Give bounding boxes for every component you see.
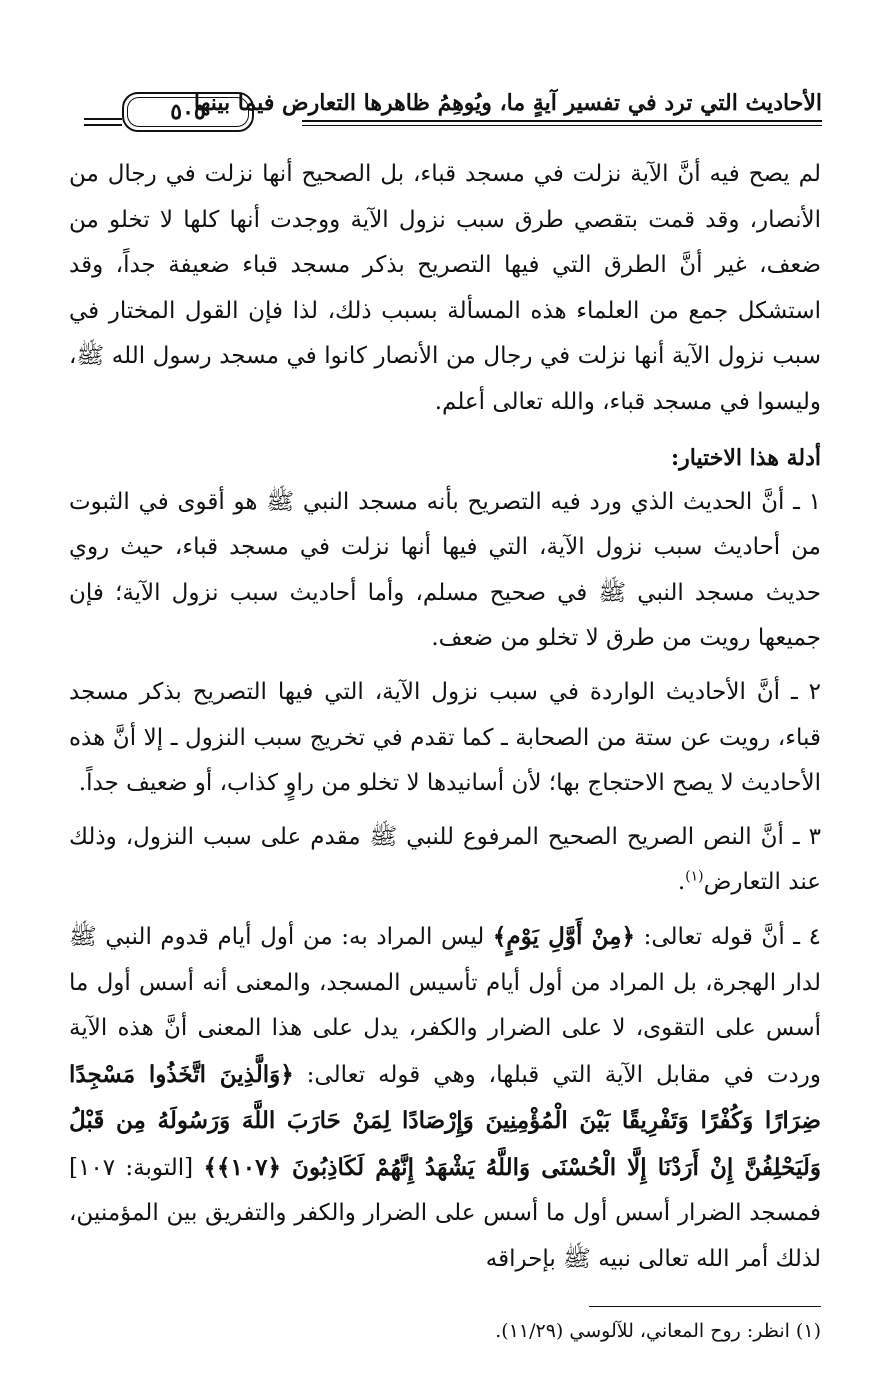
point-3-text: ٣ ـ أنَّ النص الصريح الصحيح المرفوع للنبي ﷺ مقدم على سبب النزول، وذلك عند التعارض — [69, 823, 821, 896]
header-rule — [302, 125, 822, 126]
quran-verse-inline: ﴿مِنْ أَوَّلِ يَوْمٍ﴾ — [492, 922, 635, 950]
page-body — [69, 152, 821, 1283]
point-4-middle: ليس المراد به: من أول أيام قدوم النبي ﷺ لدار الهجرة، بل المراد من أول أيام تأسيس المسجد، والمعنى أنه أسس أول ما أسس على التقوى، لا على الضرار والكفر، يدل على هذا المعنى أنَّ هذه الآية وردت في مقابل الآية التي قبلها، وهي قوله تعالى: — [69, 923, 821, 1088]
evidence-point-1: ١ ـ أنَّ الحديث الذي ورد فيه التصريح بأنه مسجد النبي ﷺ هو أقوى في الثبوت من أحاديث سبب نزول الآية، التي فيها أنها نزلت في مسجد قباء، حيث روي حديث مسجد النبي ﷺ في صحيح مسلم، وأما أحاديث سبب نزول الآية؛ فإن جميعها رويت من طرق لا تخلو من ضعف. — [69, 488, 821, 652]
footnote: (١) انظر: روح المعاني، للآلوسي (١١/٢٩). — [495, 1320, 821, 1342]
footnote-reference: (١) — [685, 868, 704, 885]
evidence-point-3 — [69, 815, 821, 906]
header-rule — [84, 118, 122, 120]
page-number: ٥٠٥ — [170, 99, 206, 125]
page-number-frame — [122, 92, 254, 132]
point-4-lead: ٤ ـ أنَّ قوله تعالى: — [634, 923, 821, 950]
quran-verse-block: ﴿وَالَّذِينَ اتَّخَذُوا مَسْجِدًا ضِرَارًا وَكُفْرًا وَتَفْرِيقًا بَيْنَ الْمُؤْمِنِينَ وَإِرْصَادًا لِمَنْ حَارَبَ اللَّهَ وَرَسُولَهُ مِن قَبْلُ وَلَيَحْلِفُنَّ إِنْ أَرَدْنَا إِلَّا الْحُسْنَى وَاللَّهُ يَشْهَدُ إِنَّهُمْ لَكَاذِبُونَ ﴿١٠٧﴾﴾ — [69, 1060, 822, 1181]
point-3-end: . — [677, 869, 686, 896]
page-header — [84, 88, 822, 138]
header-rule — [84, 124, 122, 126]
point-4-tail: [التوبة: ١٠٧] فمسجد الضرار أسس أول ما أسس على الضرار والكفر والتفريق بين المؤمنين، لذلك أمر الله تعالى نبيه ﷺ بإحراقه — [69, 1154, 821, 1273]
intro-paragraph: لم يصح فيه أنَّ الآية نزلت في مسجد قباء، بل الصحيح أنها نزلت في رجال من الأنصار، وقد قمت بتقصي طرق سبب نزول الآية ووجدت أنها كلها لا تخلو من ضعف، غير أنَّ الطرق التي فيها التصريح بذكر مسجد قباء ضعيفة جداً، وقد استشكل جمع من العلماء هذه المسألة بسبب ذلك، لذا فإن القول المختار في سبب نزول الآية أنها نزلت في رجال من الأنصار كانوا في مسجد رسول الله ﷺ، وليسوا في مسجد قباء، والله تعالى أعلم. — [69, 161, 821, 415]
running-title: الأحاديث التي ترد في تفسير آيةٍ ما، ويُوهِمُ ظاهرها التعارض فيما بينها — [193, 90, 822, 116]
section-heading: أدلة هذا الاختيار: — [671, 444, 821, 471]
evidence-point-2: ٢ ـ أنَّ الأحاديث الواردة في سبب نزول الآية، التي فيها التصريح بذكر مسجد قباء، رويت عن ستة من الصحابة ـ كما تقدم في تخريج سبب النزول ـ إلا أنَّ هذه الأحاديث لا يصح الاحتجاج بها؛ لأن أسانيدها لا تخلو من راوٍ كذاب، أو ضعيف جداً. — [69, 678, 821, 797]
evidence-point-4 — [69, 914, 821, 1283]
header-rule — [302, 120, 822, 122]
footnote-separator — [589, 1306, 821, 1307]
